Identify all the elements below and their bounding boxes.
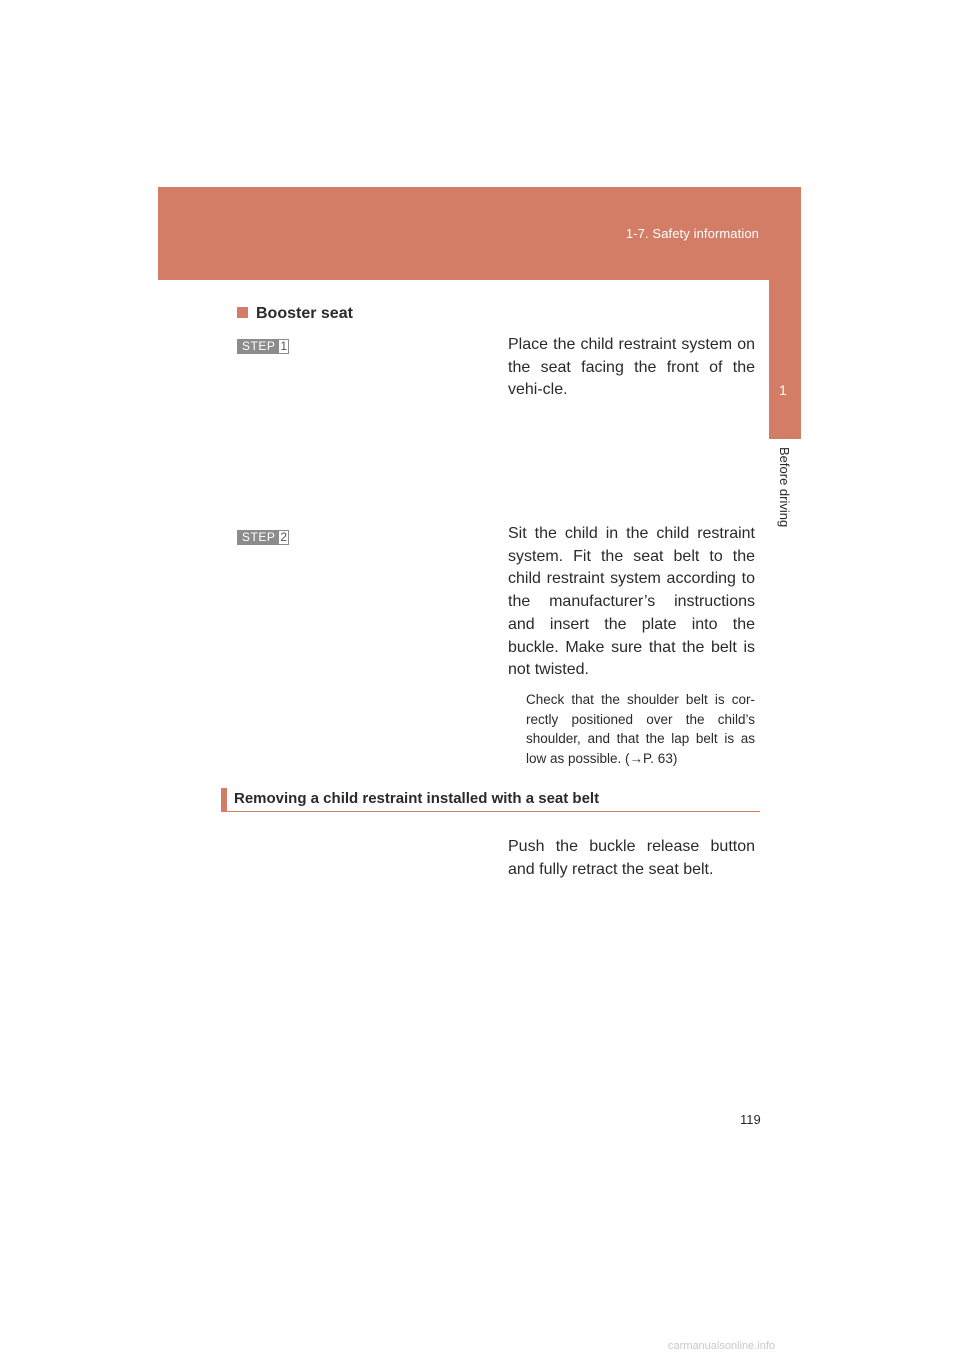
removing-section-heading: Removing a child restraint installed with a seat belt [234,790,600,807]
step-2-number: 2 [280,530,288,544]
booster-seat-heading [237,305,353,323]
watermark: carmanualsonline.info [668,1340,776,1352]
section-accent [221,788,227,812]
chapter-number: 1 [779,382,787,398]
step-2-text: Sit the child in the child restraint system. Fit the seat belt to the child restraint system according to the manufacturer’s instructions and insert the plate into the buckle. Make sure that the belt is not twisted. [508,525,755,679]
step-2-label: STEP [238,531,279,544]
removing-section-bar [221,788,760,812]
chapter-tab [769,280,801,439]
step-1-number: 1 [280,339,288,353]
square-bullet-icon [237,307,248,318]
booster-seat-heading-text: Booster seat [256,305,353,322]
step-1-label: STEP [238,340,279,353]
page-number: 119 [740,1112,761,1127]
section-title: 1-7. Safety information [625,226,759,241]
step-1-text: Place the child restraint system on the seat facing the front of the vehi-cle. [508,336,755,399]
removing-text: Push the buckle release button and fully retract the seat belt. [508,838,755,878]
step-2-badge [237,530,289,545]
chapter-label [770,447,800,547]
shoulder-belt-note: Check that the shoulder belt is cor-rectly positioned over the child’s shoulder, and that the lap belt is as low as possible. (→P. 63) [526,692,755,766]
chapter-label-text: Before driving [777,447,792,528]
step-1-badge [237,339,289,354]
